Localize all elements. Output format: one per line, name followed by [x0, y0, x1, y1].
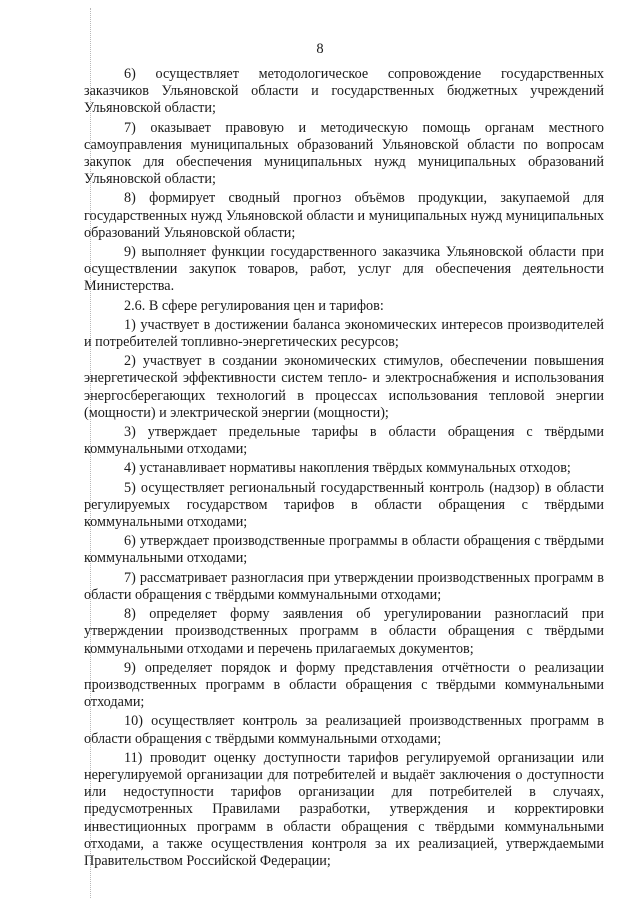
paragraph: 7) рассматривает разногласия при утверждении производственных программ в области обращения с твёрдыми коммунальными отходами; [84, 569, 604, 603]
section-heading: 2.6. В сфере регулирования цен и тарифов: [124, 297, 384, 314]
paragraph: 2) участвует в создании экономических стимулов, обеспечении повышения энергетической эффективности систем тепло- и электроснабжения и использования энергосберегающих технологий в процессах использования тепловой энергии (мощности) и электрической энергии (мощности); [84, 353, 604, 421]
paragraph: 11) проводит оценку доступности тарифов регулируемой организации или нерегулируемой организации для потребителей и выдаёт заключения о доступности или недоступности тарифов организации для потребителей в случаях, предусмотренных Правилами разработки, утверждения и корректировки инвестиционных программ в области обращения с твёрдыми коммунальными отходами, а также осуществления контроля за их реализацией, утверждаемыми Правительством Российской Федерации; [84, 749, 604, 869]
paragraph: 9) выполняет функции государственного заказчика Ульяновской области при осуществлении закупок товаров, работ, услуг для обеспечения деятельности Министерства. [84, 244, 604, 295]
paragraph: 7) оказывает правовую и методическую помощь органам местного самоуправления муниципальных образований Ульяновской области по вопросам закупок для обеспечения муниципальных нужд муниципальных образований Ульяновской области; [84, 119, 604, 188]
paragraph: 8) определяет форму заявления об урегулировании разногласий при утверждении производственных программ в области обращения с твёрдыми коммунальными отходами и перечень прилагаемых документов; [84, 606, 604, 657]
paragraph: 3) утверждает предельные тарифы в области обращения с твёрдыми коммунальными отходами; [84, 424, 604, 458]
paragraph: 1) участвует в достижении баланса экономических интересов производителей и потребителей топливно-энергетических ресурсов; [84, 316, 604, 351]
paragraph: 6) осуществляет методологическое сопровождение государственных заказчиков Ульяновской области и государственных бюджетных учреждений Ульяновской области; [84, 66, 604, 117]
paragraph: 10) осуществляет контроль за реализацией производственных программ в области обращения с твёрдыми коммунальными отходами; [84, 713, 604, 747]
page-number: 8 [316, 41, 324, 57]
paragraph: 5) осуществляет региональный государственный контроль (надзор) в области регулируемых государством тарифов в области обращения с твёрдыми коммунальными отходами; [84, 479, 604, 531]
document-body [84, 66, 604, 872]
paragraph: 9) определяет порядок и форму представления отчётности о реализации производственных программ в области обращения с твёрдыми коммунальными отходами; [84, 659, 604, 711]
paragraph: 6) утверждает производственные программы в области обращения с твёрдыми коммунальными отходами; [84, 533, 604, 567]
paragraph: 8) формирует сводный прогноз объёмов продукции, закупаемой для государственных нужд Ульяновской области и муниципальных нужд муниципальных образований Ульяновской области; [84, 190, 604, 241]
paragraph: 4) устанавливает нормативы накопления твёрдых коммунальных отходов; [124, 460, 571, 477]
